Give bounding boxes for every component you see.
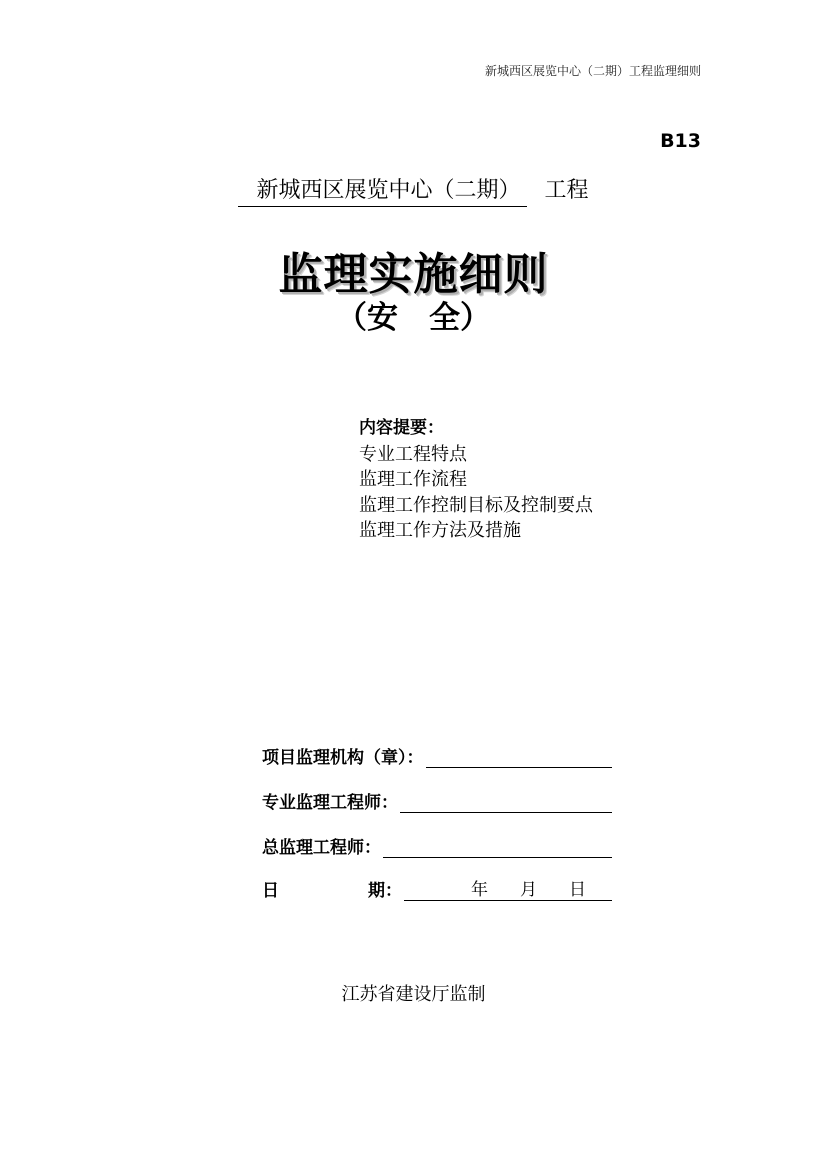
summary-item: 监理工作控制目标及控制要点 [359, 494, 593, 516]
org-label: 项目监理机构（章）： [262, 748, 424, 768]
signature-org-row [262, 743, 612, 768]
summary-item: 监理工作方法及措施 [359, 520, 521, 541]
date-label-period-char: 期： [368, 881, 402, 901]
content-summary [359, 416, 593, 544]
signature-date-row [262, 876, 612, 901]
date-month: 月 [520, 880, 537, 900]
date-label-day-char: 日 [262, 881, 279, 901]
specialist-label: 专业监理工程师： [262, 793, 398, 813]
document-code: B13 [660, 130, 701, 152]
subtitle: （安 全） [336, 300, 491, 336]
chief-label: 总监理工程师： [262, 838, 381, 858]
main-title: 监理实施细则 [278, 249, 549, 300]
chief-signature-line[interactable] [383, 839, 612, 858]
org-signature-line[interactable] [426, 749, 613, 768]
date-day: 日 [569, 880, 586, 900]
summary-item: 监理工作流程 [359, 469, 467, 490]
specialist-signature-line[interactable] [400, 794, 612, 813]
project-suffix: 工程 [544, 178, 589, 203]
summary-item: 专业工程特点 [359, 443, 467, 465]
running-header: 新城西区展览中心（二期）工程监理细则 [484, 64, 701, 78]
date-year: 年 [471, 880, 488, 900]
summary-heading: 内容提要： [359, 418, 444, 438]
issuer-footer: 江苏省建设厅监制 [341, 984, 486, 1005]
project-name: 新城西区展览中心（二期） [238, 173, 526, 207]
signature-chief-row [262, 833, 612, 858]
date-line[interactable] [404, 878, 612, 901]
project-line [0, 173, 827, 207]
signature-specialist-row [262, 788, 612, 813]
